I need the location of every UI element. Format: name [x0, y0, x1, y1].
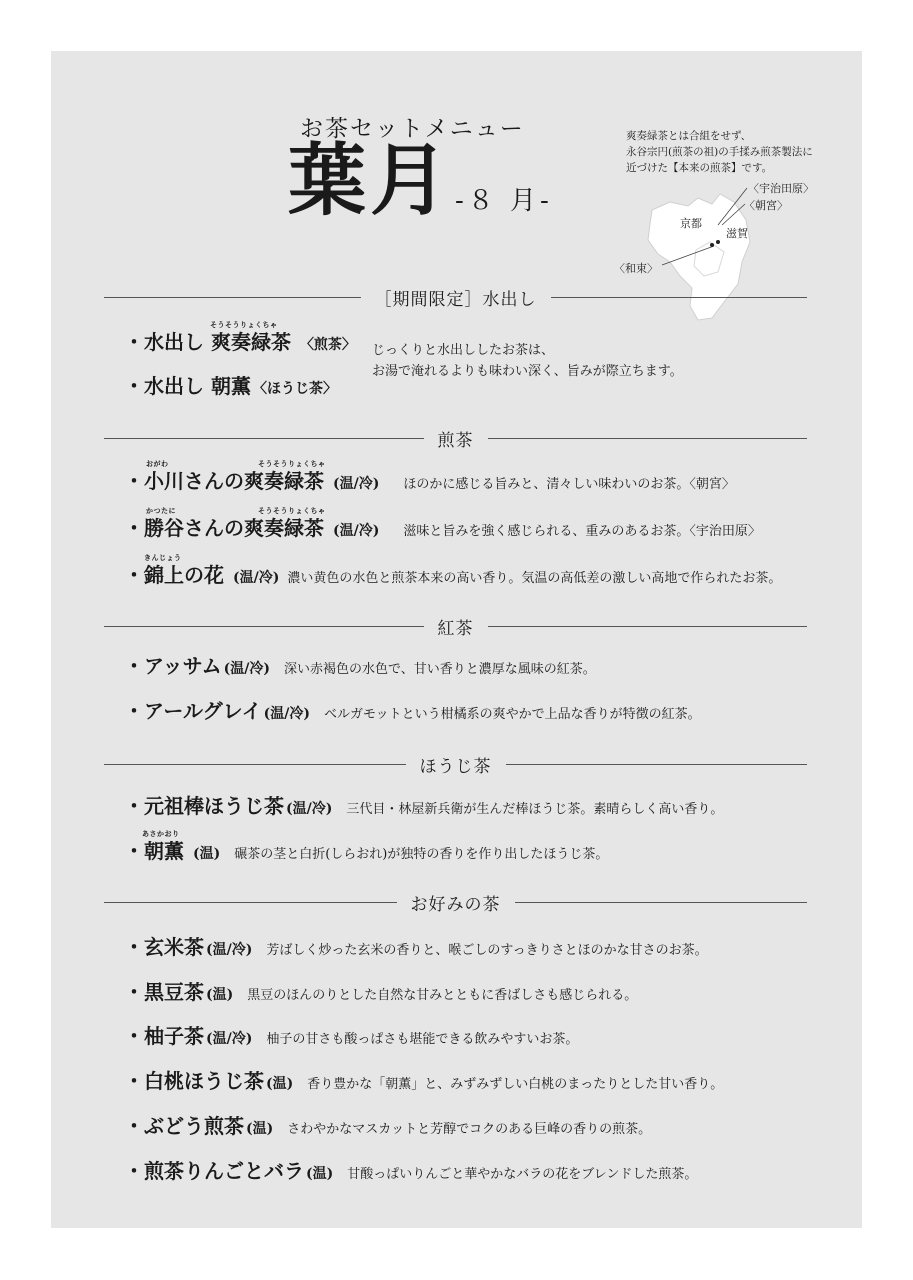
- item-variant: (温): [266, 1076, 294, 1092]
- item-variant: (温/冷): [232, 570, 280, 586]
- item-description: ベルガモットという柑橘系の爽やかで上品な香りが特徴の紅茶。: [323, 707, 701, 722]
- map-label-wazuka: 〈和束〉: [614, 262, 658, 275]
- item-description: ほのかに感じる旨みと、清々しい味わいのお茶。〈朝宮〉: [403, 477, 735, 492]
- item-description: 碾茶の茎と白折(しらおれ)が独特の香りを作り出したほうじ茶。: [234, 847, 609, 862]
- menu-item-sencha-ringo-bara: [124, 1155, 697, 1184]
- item-ruby: そうそうりょくちゃ: [258, 459, 326, 468]
- item-variant: (温/冷): [332, 523, 380, 539]
- menu-item-kinjou: [124, 553, 782, 588]
- section-houjicha: [104, 754, 807, 777]
- section-okonomi: [104, 892, 807, 915]
- menu-item-mizudashi-asakaori: [124, 370, 337, 399]
- limited-description: [372, 340, 683, 382]
- item-description: 柚子の甘さも酸っぱさも堪能できる飲みやすいお茶。: [266, 1032, 579, 1047]
- menu-item-katsutani: [124, 506, 761, 541]
- item-name: ・煎茶りんごとバラ: [124, 1159, 304, 1183]
- item-ruby: あさかおり: [142, 829, 180, 838]
- item-name: ・小川さんの爽奏緑茶 おがわ そうそうりょくちゃ: [124, 459, 326, 493]
- item-name: ・柚子茶: [124, 1024, 204, 1048]
- region-map: [600, 180, 814, 330]
- map-dot: [710, 243, 714, 247]
- menu-item-budou-sencha: [124, 1110, 651, 1139]
- item-variant: (温/冷): [332, 476, 380, 492]
- item-description: 濃い黄色の水色と煎茶本来の高い香り。気温の高低差の激しい高地で作られたお茶。: [287, 571, 782, 586]
- item-name: ・黒豆茶: [124, 980, 204, 1004]
- menu-item-yuzucha: [124, 1020, 578, 1049]
- item-description: 芳ばしく炒った玄米の香りと、喉ごしのすっきりさとほのかな甘さのお茶。: [266, 943, 708, 958]
- menu-item-asakaori: [124, 829, 609, 864]
- item-ruby: そうそうりょくちゃ: [210, 320, 278, 329]
- note-line: 近づけた【本来の煎茶】です。: [626, 162, 773, 174]
- section-label: ［期間限定］水出し: [361, 285, 551, 310]
- section-kocha: [104, 616, 807, 639]
- item-variant: (温): [206, 987, 234, 1003]
- item-name: ・ぶどう煎茶: [124, 1114, 244, 1138]
- menu-item-kuromamecha: [124, 976, 637, 1005]
- item-description: 甘酸っぱいりんごと華やかなバラの花をブレンドした煎茶。: [347, 1167, 698, 1182]
- item-variant: (温): [192, 846, 221, 862]
- menu-title: 葉月: [288, 135, 453, 226]
- item-name: ・元祖棒ほうじ茶: [124, 794, 284, 818]
- item-description: 滋味と旨みを強く感じられる、重みのあるお茶。〈宇治田原〉: [403, 524, 761, 539]
- item-name: ・水出し 朝薫: [124, 374, 251, 398]
- menu-month: -８ 月-: [455, 186, 553, 216]
- note-line: 永谷宗円(煎茶の祖)の手揉み煎茶製法に: [626, 146, 813, 158]
- item-name: ・勝谷さんの爽奏緑茶 かつたに そうそうりょくちゃ: [124, 506, 326, 540]
- item-name: ・アールグレイ: [124, 699, 262, 723]
- item-name: ・朝薫 あさかおり: [124, 829, 184, 863]
- sousou-note: [626, 128, 846, 176]
- item-ruby: きんじょう: [144, 553, 182, 562]
- item-variant: (温/冷): [263, 706, 310, 722]
- item-name: ・錦上の花 きんじょう: [124, 553, 224, 587]
- menu-item-mizudashi-sousou: [124, 320, 356, 355]
- map-label-kyoto: 京都: [680, 217, 702, 230]
- item-name: ・水出し 爽奏緑茶 そうそうりょくちゃ: [124, 320, 291, 354]
- section-label: 煎茶: [424, 426, 488, 451]
- item-description: 三代目・林屋新兵衛が生んだ棒ほうじ茶。素晴らしく高い香り。: [346, 802, 724, 817]
- item-variant: 〈煎茶〉: [299, 337, 356, 353]
- item-name: ・アッサム: [124, 654, 222, 678]
- item-ruby: そうそうりょくちゃ: [258, 506, 326, 515]
- item-variant: (温): [246, 1121, 274, 1137]
- note-line: 爽奏緑茶とは合組をせず、: [626, 130, 752, 142]
- map-label-asamiya: 〈朝宮〉: [744, 199, 788, 212]
- section-limited: [104, 287, 807, 310]
- item-variant: (温/冷): [206, 1031, 253, 1047]
- menu-item-ogawa: [124, 459, 735, 494]
- item-name: ・白桃ほうじ茶: [124, 1069, 264, 1093]
- item-description: 黒豆のほんのりとした自然な甘みとともに香ばしさも感じられる。: [247, 988, 638, 1003]
- map-label-ujitawara: 〈宇治田原〉: [748, 182, 814, 195]
- item-variant: (温/冷): [206, 942, 253, 958]
- menu-item-ganso-bou-houjicha: [124, 790, 723, 819]
- section-sencha: [104, 428, 807, 451]
- map-dot: [716, 240, 720, 244]
- section-label: ほうじ茶: [406, 752, 506, 777]
- item-description: さわやかなマスカットと芳醇でコクのある巨峰の香りの煎茶。: [287, 1122, 652, 1137]
- item-name: ・玄米茶: [124, 935, 204, 959]
- desc-line: お湯で淹れるよりも味わい深く、旨みが際立ちます。: [372, 364, 683, 379]
- item-ruby: おがわ: [146, 459, 169, 468]
- item-description: 深い赤褐色の水色で、甘い香りと濃厚な風味の紅茶。: [283, 662, 596, 677]
- menu-item-genmaicha: [124, 931, 708, 960]
- desc-line: じっくりと水出ししたお茶は、: [372, 343, 555, 358]
- item-variant: 〈ほうじ茶〉: [252, 381, 337, 397]
- item-variant: (温): [306, 1166, 334, 1182]
- menu-subtitle: お茶セットメニュー: [300, 116, 525, 142]
- item-variant: (温/冷): [223, 661, 270, 677]
- menu-item-earlgrey: [124, 695, 701, 724]
- map-label-shiga: 滋賀: [726, 227, 748, 240]
- menu-item-hakutou-houjicha: [124, 1065, 723, 1094]
- section-label: お好みの茶: [397, 890, 515, 915]
- section-label: 紅茶: [424, 614, 488, 639]
- item-description: 香り豊かな「朝薫」と、みずみずしい白桃のまったりとした甘い香り。: [307, 1077, 724, 1092]
- item-variant: (温/冷): [286, 801, 333, 817]
- menu-item-assam: [124, 650, 596, 679]
- item-ruby: かつたに: [146, 506, 176, 515]
